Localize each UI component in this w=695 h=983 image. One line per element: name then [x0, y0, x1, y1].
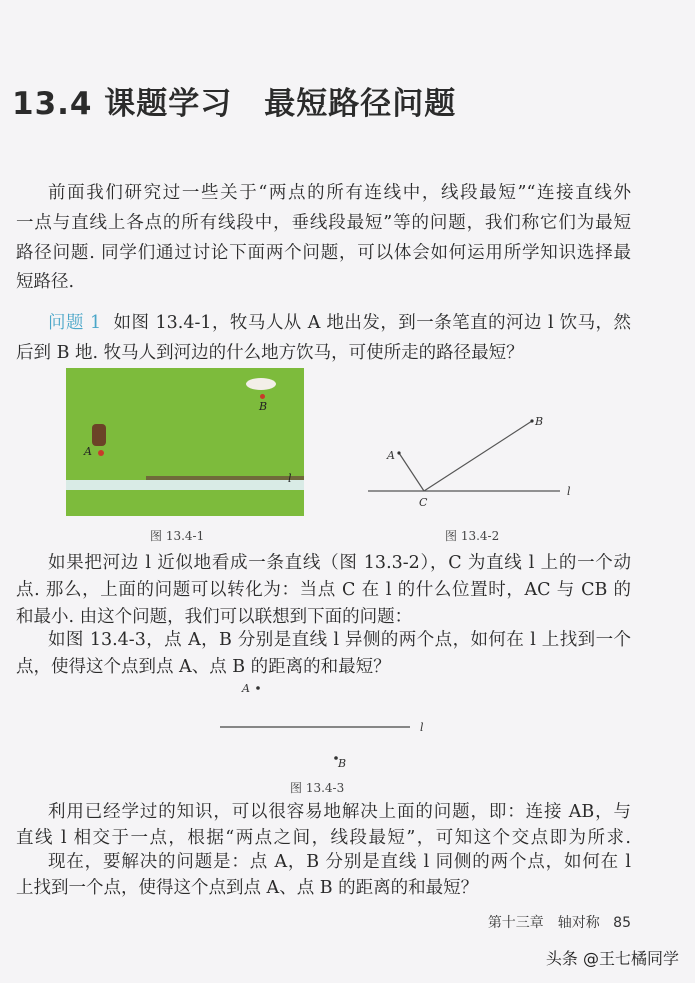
point-a: [256, 686, 260, 690]
page-footer: [488, 912, 631, 932]
point-b: [530, 419, 533, 422]
intro-line: 路径问题. 同学们通过讨论下面两个问题，可以体会如何运用所学知识选择最: [16, 243, 631, 263]
label-a: A: [242, 682, 250, 695]
label-l: l: [567, 485, 571, 498]
para3-line: 直线 l 相交于一点，根据“两点之间，线段最短”，可知这个交点即为所求.: [16, 828, 631, 848]
intro-line: 前面我们研究过一些关于“两点的所有连线中，线段最短”“连接直线外: [48, 183, 631, 203]
point-b-label: B: [259, 400, 268, 413]
para3-line: 上找到一个点，使得这个点到点 A、点 B 的距离的和最短？: [16, 878, 479, 898]
pasture-illustration: [66, 368, 304, 516]
figure-caption: 图 13.4-1: [150, 529, 205, 543]
problem-label: 问题 1: [48, 313, 102, 333]
herder-horse-icon: [92, 424, 106, 446]
segment-cb: [424, 421, 532, 491]
para2-line: 点，使得这个点到点 A、点 B 的距离的和最短？: [16, 657, 391, 677]
label-c: C: [419, 496, 428, 509]
figure-13-4-3: [210, 678, 440, 773]
figure-caption: 图 13.4-3: [290, 781, 345, 795]
intro-line: 一点与直线上各点的所有线段中，垂线段最短”等的问题，我们称它们为最短: [16, 213, 631, 233]
section-title: 13.4 课题学习 最短路径问题: [12, 86, 457, 122]
label-b: B: [338, 757, 347, 770]
page-number: 85: [613, 915, 631, 931]
label-a: A: [387, 449, 395, 462]
river-label: l: [288, 472, 292, 485]
para3-line: 现在，要解决的问题是：点 A，B 分别是直线 l 同侧的两个点，如何在 l: [48, 852, 631, 872]
para2-line: 如图 13.4-3，点 A，B 分别是直线 l 异侧的两个点，如何在 l 上找到一个: [48, 630, 631, 650]
river: [66, 480, 304, 490]
point-a-label: A: [84, 445, 92, 458]
para2-line: 如果把河边 l 近似地看成一条直线（图 13.3-2），C 为直线 l 上的一个动: [48, 553, 631, 573]
label-l: l: [420, 721, 424, 734]
point-a: [397, 451, 400, 454]
tent-icon: [246, 378, 276, 390]
label-b: B: [535, 415, 544, 428]
figure-caption: 图 13.4-2: [445, 529, 500, 543]
para3-line: 利用已经学过的知识，可以很容易地解决上面的问题，即：连接 AB，与: [48, 802, 631, 822]
problem1-line: 问题 1 如图 13.4-1，牧马人从 A 地出发，到一条笔直的河边 l 饮马，然: [48, 313, 631, 333]
point-a-marker: [98, 450, 104, 456]
point-b-marker: [260, 394, 265, 399]
segment-ac: [399, 453, 424, 491]
intro-line: 短路径.: [16, 272, 75, 292]
chapter-name: 第十三章 轴对称: [487, 915, 600, 931]
watermark: 头条 @王七橘同学: [545, 949, 679, 968]
para2-line: 点. 那么，上面的问题可以转化为：当点 C 在 l 的什么位置时，AC 与 CB 的: [16, 580, 631, 600]
figure-13-4-2: [360, 405, 590, 515]
problem1-line: 后到 B 地. 牧马人到河边的什么地方饮马，可使所走的路径最短？: [16, 343, 524, 363]
para2-line: 和最小. 由这个问题，我们可以联想到下面的问题：: [16, 607, 413, 627]
